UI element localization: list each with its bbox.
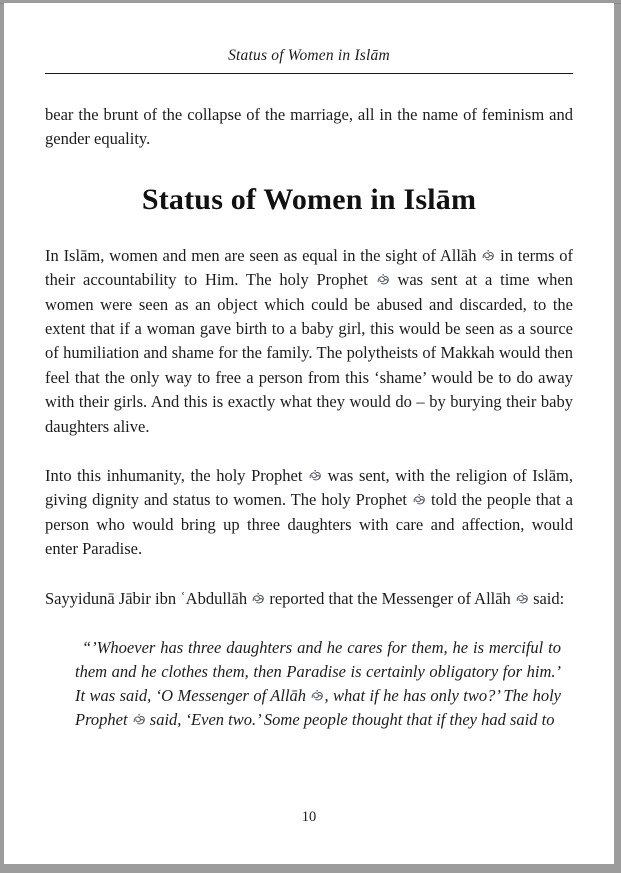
book-page (4, 3, 614, 864)
paragraph-dignity: Into this inhumanity, the holy Prophet was sent, with the religion of Islām, giving dignity and status to women. The holy Prophet told the people that a person who would bring up three daughters with care and affection, would enter Paradise. (45, 466, 573, 559)
page-number: 10 (301, 809, 317, 825)
honorific-saw-icon (310, 689, 324, 702)
document-viewer-background (0, 3, 621, 873)
page-content (45, 103, 573, 732)
running-header: Status of Women in Islām (228, 47, 390, 64)
honorific-saw-icon (515, 592, 529, 605)
chapter-heading: Status of Women in Islām (141, 182, 477, 216)
paragraph-equality: In Islām, women and men are seen as equal in the sight of Allāh in terms of their accountability to Him. The holy Prophet was sent at a time when women were seen as an object which could be abused and discarded, to the extent that if a woman gave birth to a baby girl, this would be seen as a source of humiliation and shame for the family. The polytheists of Makkah would then feel that the only way to free a person from this ‘shame’ would be to do away with their girls. And this is exactly what they would do – by burying their baby daughters alive. (45, 245, 573, 436)
honorific-swt-icon (481, 249, 495, 262)
header-rule (45, 73, 573, 74)
hadith-quote: “’Whoever has three daughters and he cares for them, he is merciful to them and he clothes them, then Paradise is certainly obligatory for him.’ It was said, ‘O Messenger of Allāh , what if he has only two?’ The holy Prophet said, ‘Even two.’ Some people thought that if they had said to (75, 638, 561, 730)
honorific-saw-icon (376, 273, 390, 286)
paragraph-narration: Sayyidunā Jābir ibn ʿAbdullāh reported that the Messenger of Allāh said: (45, 588, 565, 608)
honorific-saw-icon (308, 469, 322, 482)
honorific-ra-icon (251, 592, 265, 605)
paragraph-continuation: bear the brunt of the collapse of the marriage, all in the name of feminism and gender equality. (45, 105, 573, 149)
honorific-saw-icon (412, 493, 426, 506)
honorific-saw-icon (132, 713, 146, 726)
